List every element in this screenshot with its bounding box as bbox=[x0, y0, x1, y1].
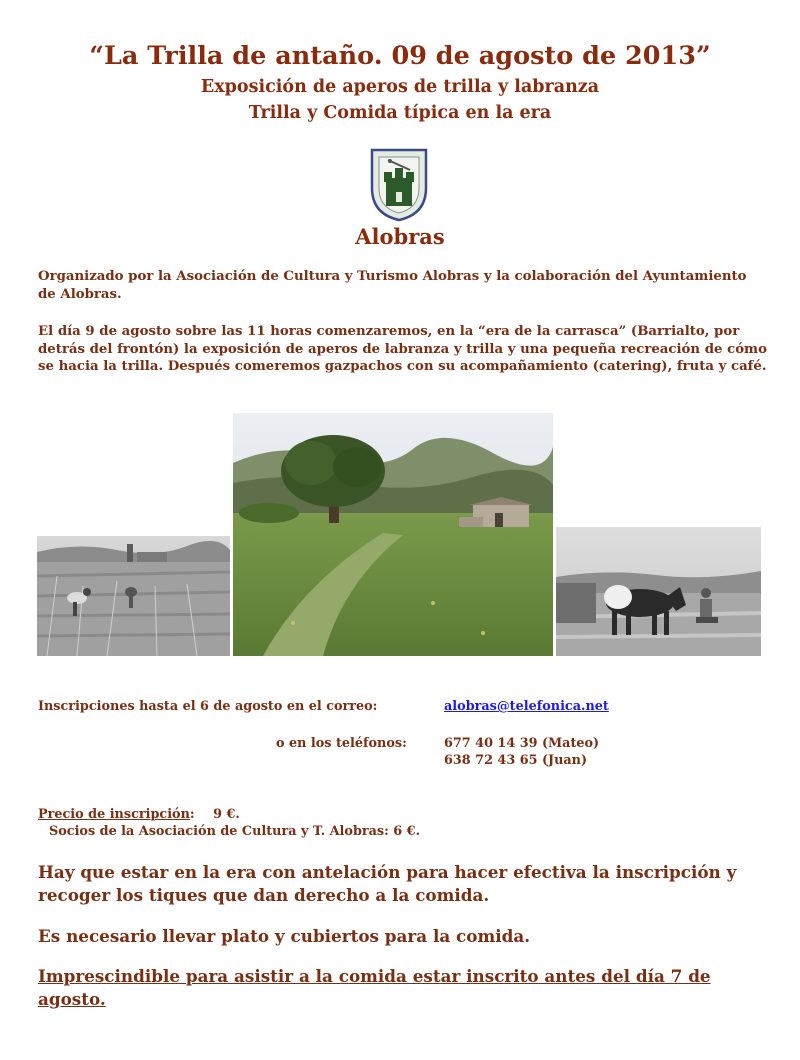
bring-plate-note: Es necesario llevar plato y cubiertos para la comida. bbox=[38, 926, 531, 946]
harvest-field-photo bbox=[37, 536, 230, 656]
subtitle-exposition: Exposición de aperos de trilla y labranza bbox=[200, 77, 600, 97]
organizer-paragraph: Organizado por la Asociación de Cultura y Turismo Alobras y la colaboración del Ayuntamiento de Alobras. bbox=[38, 269, 747, 302]
arrive-early-note: Hay que estar en la era con antelación para hacer efectiva la inscripción y recoger los tiques que dan derecho a la comida. bbox=[38, 862, 737, 905]
registration-email-link[interactable]: alobras@telefonica.net bbox=[444, 699, 609, 714]
phone-juan: 638 72 43 65 (Juan) bbox=[444, 753, 588, 768]
coat-of-arms-icon bbox=[370, 148, 428, 222]
horse-threshing-photo bbox=[556, 527, 761, 656]
page-title: “La Trilla de antaño. 09 de agosto de 2013” bbox=[89, 41, 711, 71]
subtitle-meal: Trilla y Comida típica en la era bbox=[248, 103, 552, 123]
price-label: Precio de inscripción bbox=[38, 807, 190, 822]
registration-label: Inscripciones hasta el 6 de agosto en el correo: bbox=[38, 699, 378, 714]
price-line bbox=[38, 806, 240, 823]
threshing-floor-photo bbox=[233, 413, 553, 656]
price-separator: : bbox=[189, 807, 195, 822]
phone-mateo: 677 40 14 39 (Mateo) bbox=[444, 736, 600, 751]
members-price: Socios de la Asociación de Cultura y T. Alobras: 6 €. bbox=[49, 824, 421, 839]
town-name: Alobras bbox=[355, 224, 445, 249]
price-value: 9 €. bbox=[213, 807, 240, 822]
phones-label: o en los teléfonos: bbox=[276, 736, 407, 751]
description-paragraph: El día 9 de agosto sobre las 11 horas comenzaremos, en la “era de la carrasca” (Barrialto, por detrás del frontón) la exposición de aperos de labranza y trilla y una pequeña recreación de cómo se hacia la trilla. Después comeremos gazpachos con su acompañamiento (catering), fruta y café. bbox=[38, 324, 767, 374]
mandatory-registration-note: Imprescindible para asistir a la comida estar inscrito antes del día 7 de agosto. bbox=[38, 966, 711, 1009]
